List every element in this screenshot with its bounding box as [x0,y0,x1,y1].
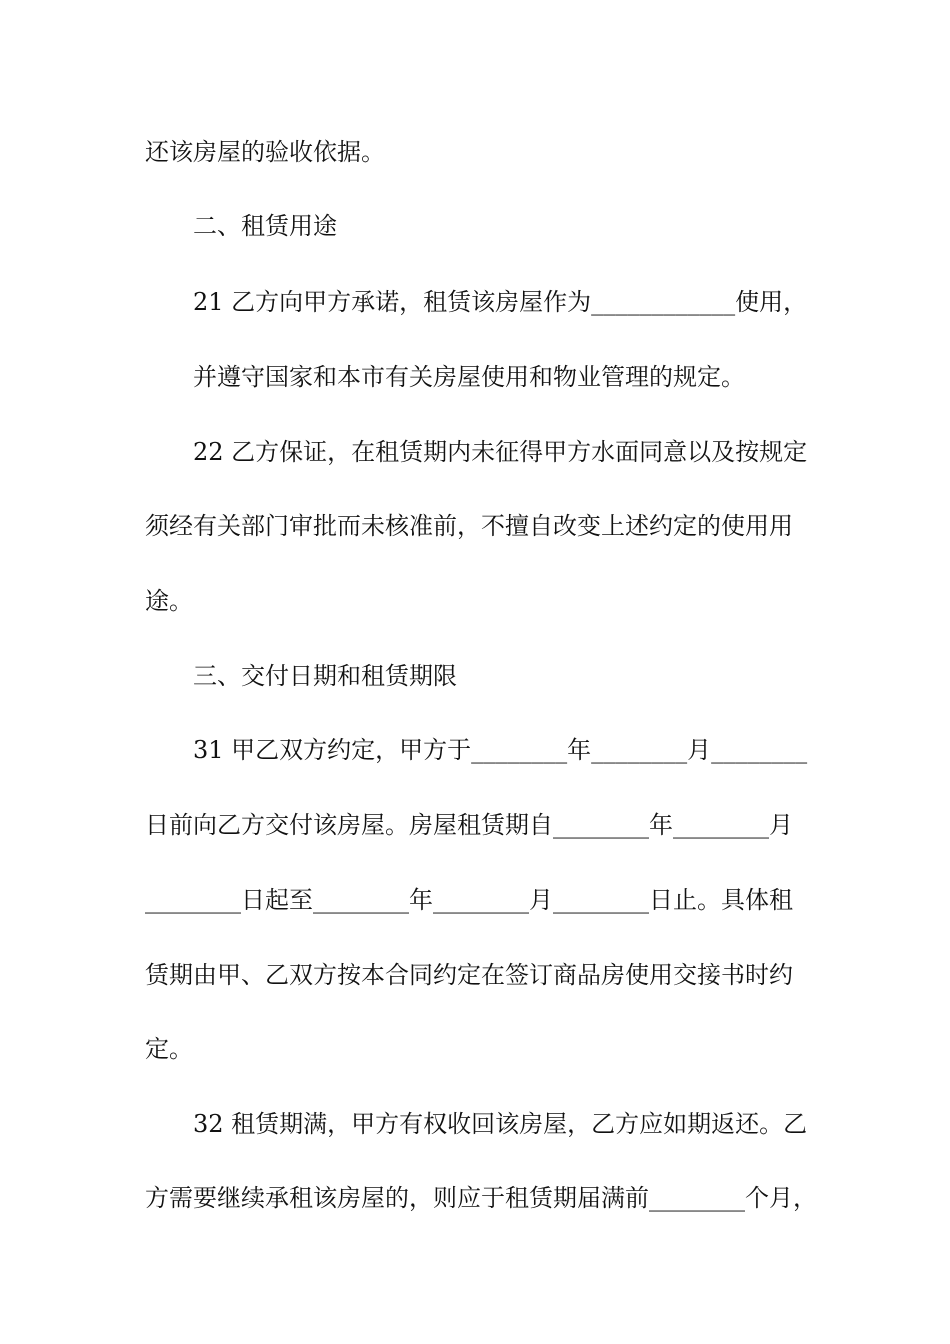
clause-2-2-line: 22 乙方保证，在租赁期内未征得甲方水面同意以及按规定 [193,438,808,466]
clause-3-1-line: 定。 [145,1035,193,1063]
clause-2-1-line: 并遵守国家和本市有关房屋使用和物业管理的规定。 [193,363,745,391]
clause-3-1-line: 日前向乙方交付该房屋。房屋租赁期自________年________月 [145,811,793,839]
text-line-continuation: 还该房屋的验收依据。 [145,138,385,166]
clause-3-1-line: ________日起至________年________月________日止。具体租 [145,886,793,914]
clause-2-2-line: 途。 [145,587,193,615]
clause-2-2-line: 须经有关部门审批而未核准前，不擅自改变上述约定的使用用 [145,512,793,540]
section-heading-usage: 二、租赁用途 [193,212,337,240]
clause-2-1-line: 21 乙方向甲方承诺，租赁该房屋作为____________使用， [193,288,808,316]
clause-3-2-line: 32 租赁期满，甲方有权收回该房屋，乙方应如期返还。乙 [193,1110,808,1138]
clause-3-1-line: 31 甲乙双方约定，甲方于________年________月________ [193,736,808,764]
clause-3-1-line: 赁期由甲、乙双方按本合同约定在签订商品房使用交接书时约 [145,961,793,989]
section-heading-delivery-term: 三、交付日期和租赁期限 [193,662,457,690]
clause-3-2-line: 方需要继续承租该房屋的，则应于租赁期届满前________个月， [145,1184,817,1212]
